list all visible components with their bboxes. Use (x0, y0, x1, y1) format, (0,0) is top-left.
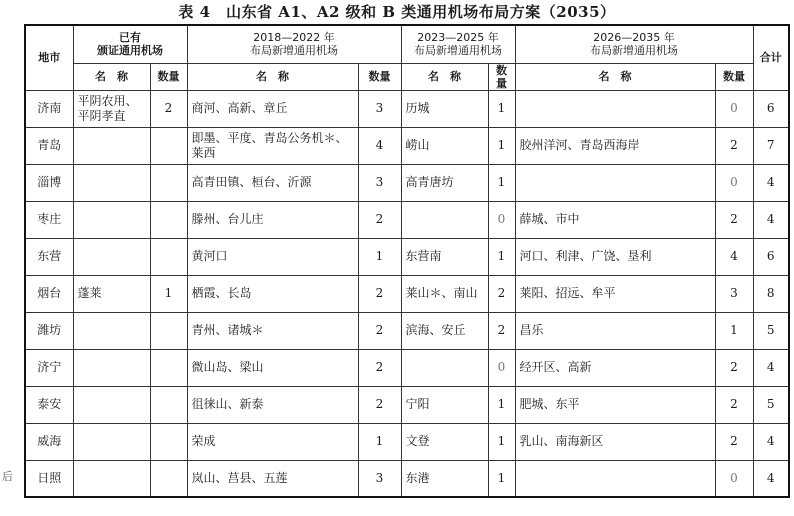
p2-qty-cell: 1 (488, 90, 515, 127)
header-total: 合计 (753, 25, 789, 90)
existing-name-cell (73, 312, 150, 349)
p3-name-cell (515, 90, 715, 127)
existing-name-cell (73, 201, 150, 238)
p1-qty-cell: 2 (358, 386, 401, 423)
header-period-2 (401, 25, 515, 63)
existing-qty-cell (150, 460, 187, 497)
table-row (25, 201, 789, 238)
p1-name-cell: 徂徕山、新泰 (187, 386, 358, 423)
header-period-2-years: 2023—2025 年 (417, 31, 499, 45)
p1-qty-cell: 3 (358, 164, 401, 201)
row-total: 5 (753, 312, 789, 349)
row-city: 烟台 (25, 275, 73, 312)
p3-name-cell: 莱阳、招远、牟平 (515, 275, 715, 312)
row-city: 青岛 (25, 127, 73, 164)
row-total: 4 (753, 201, 789, 238)
p1-name-cell: 岚山、莒县、五莲 (187, 460, 358, 497)
existing-qty-cell (150, 238, 187, 275)
row-total: 4 (753, 423, 789, 460)
p3-qty-cell: 2 (715, 349, 753, 386)
row-city: 日照 (25, 460, 73, 497)
row-total: 6 (753, 238, 789, 275)
header-p3-name: 名 称 (515, 63, 715, 90)
table-row (25, 423, 789, 460)
margin-mark: 后 (2, 470, 13, 483)
p1-qty-cell: 2 (358, 349, 401, 386)
header-existing-name: 名 称 (73, 63, 150, 90)
p2-qty-cell: 1 (488, 460, 515, 497)
p2-name-cell (401, 201, 488, 238)
existing-name-cell (73, 349, 150, 386)
existing-qty-cell: 2 (150, 90, 187, 127)
row-city: 淄博 (25, 164, 73, 201)
header-p2-name: 名 称 (401, 63, 488, 90)
header-existing-qty: 数量 (150, 63, 187, 90)
p2-qty-cell: 1 (488, 127, 515, 164)
p3-name-cell: 河口、利津、广饶、垦利 (515, 238, 715, 275)
p1-qty-cell: 1 (358, 238, 401, 275)
p2-name-cell: 东港 (401, 460, 488, 497)
existing-qty-cell (150, 312, 187, 349)
row-city: 枣庄 (25, 201, 73, 238)
p3-qty-cell: 0 (715, 90, 753, 127)
p2-qty-cell: 2 (488, 312, 515, 349)
p3-qty-cell: 0 (715, 164, 753, 201)
p1-name-cell: 黄河口 (187, 238, 358, 275)
p2-qty-cell: 2 (488, 275, 515, 312)
header-p3-qty: 数量 (715, 63, 753, 90)
p2-name-cell: 宁阳 (401, 386, 488, 423)
p3-name-cell: 肥城、东平 (515, 386, 715, 423)
row-total: 7 (753, 127, 789, 164)
existing-name-cell: 蓬莱 (73, 275, 150, 312)
p1-qty-cell: 4 (358, 127, 401, 164)
header-existing-line1: 已有 (119, 31, 141, 45)
header-existing-line2: 颁证通用机场 (97, 44, 163, 58)
airport-layout-table (24, 24, 790, 498)
header-period-3 (515, 25, 753, 63)
p2-name-cell (401, 349, 488, 386)
row-city: 泰安 (25, 386, 73, 423)
header-row-1 (25, 25, 789, 63)
p3-qty-cell: 0 (715, 460, 753, 497)
p1-qty-cell: 1 (358, 423, 401, 460)
table-row (25, 238, 789, 275)
table-row (25, 386, 789, 423)
p1-qty-cell: 3 (358, 90, 401, 127)
p2-name-cell: 东营南 (401, 238, 488, 275)
existing-name-cell (73, 460, 150, 497)
table-row (25, 349, 789, 386)
row-city: 济南 (25, 90, 73, 127)
p1-name-cell: 荣成 (187, 423, 358, 460)
p3-qty-cell: 2 (715, 386, 753, 423)
p3-name-cell (515, 460, 715, 497)
p2-name-cell: 历城 (401, 90, 488, 127)
table-row (25, 127, 789, 164)
table-row (25, 275, 789, 312)
p1-qty-cell: 3 (358, 460, 401, 497)
table-row (25, 312, 789, 349)
p1-qty-cell: 2 (358, 312, 401, 349)
p3-qty-cell: 1 (715, 312, 753, 349)
existing-name-cell (73, 386, 150, 423)
p3-name-cell: 昌乐 (515, 312, 715, 349)
header-period-2-sub: 布局新增通用机场 (414, 44, 502, 58)
p3-name-cell: 经开区、高新 (515, 349, 715, 386)
p3-name-cell: 胶州洋河、青岛西海岸 (515, 127, 715, 164)
header-existing (73, 25, 187, 63)
row-total: 6 (753, 90, 789, 127)
p1-qty-cell: 2 (358, 275, 401, 312)
existing-name-cell (73, 127, 150, 164)
table-row (25, 460, 789, 497)
header-period-1-years: 2018—2022 年 (253, 31, 335, 45)
existing-qty-cell (150, 201, 187, 238)
existing-name-cell (73, 238, 150, 275)
header-p1-qty: 数量 (358, 63, 401, 90)
p2-qty-cell: 1 (488, 386, 515, 423)
p3-name-cell: 薛城、市中 (515, 201, 715, 238)
header-period-1-sub: 布局新增通用机场 (250, 44, 338, 58)
existing-qty-cell (150, 423, 187, 460)
p1-name-cell: 滕州、台儿庄 (187, 201, 358, 238)
table-row (25, 164, 789, 201)
p1-name-cell: 微山岛、梁山 (187, 349, 358, 386)
p2-qty-cell: 1 (488, 238, 515, 275)
header-period-1 (187, 25, 401, 63)
p2-name-cell: 滨海、安丘 (401, 312, 488, 349)
p2-name-cell: 崂山 (401, 127, 488, 164)
table-title: 表 4 山东省 A1、A2 级和 B 类通用机场布局方案（2035） (178, 3, 616, 21)
p3-name-cell (515, 164, 715, 201)
existing-qty-cell (150, 386, 187, 423)
row-city: 威海 (25, 423, 73, 460)
p3-qty-cell: 3 (715, 275, 753, 312)
existing-qty-cell (150, 349, 187, 386)
table-body (25, 90, 789, 497)
p1-name-cell: 即墨、平度、青岛公务机＊、莱西 (187, 127, 358, 164)
p3-qty-cell: 2 (715, 201, 753, 238)
row-total: 4 (753, 349, 789, 386)
existing-name-cell (73, 164, 150, 201)
p1-name-cell: 青州、诸城＊ (187, 312, 358, 349)
p2-name-cell: 高青唐坊 (401, 164, 488, 201)
p1-qty-cell: 2 (358, 201, 401, 238)
p2-name-cell: 莱山＊、南山 (401, 275, 488, 312)
row-city: 东营 (25, 238, 73, 275)
p2-qty-cell: 0 (488, 349, 515, 386)
header-p2-qty: 数量 (488, 63, 515, 90)
row-city: 潍坊 (25, 312, 73, 349)
header-period-3-sub: 布局新增通用机场 (590, 44, 678, 58)
p1-name-cell: 高青田镇、桓台、沂源 (187, 164, 358, 201)
row-total: 8 (753, 275, 789, 312)
p3-qty-cell: 2 (715, 423, 753, 460)
existing-name-cell: 平阴农用、平阴孝直 (73, 90, 150, 127)
existing-qty-cell: 1 (150, 275, 187, 312)
header-p1-name: 名 称 (187, 63, 358, 90)
p2-name-cell: 文登 (401, 423, 488, 460)
p3-qty-cell: 4 (715, 238, 753, 275)
row-total: 4 (753, 164, 789, 201)
p3-qty-cell: 2 (715, 127, 753, 164)
existing-name-cell (73, 423, 150, 460)
row-city: 济宁 (25, 349, 73, 386)
header-city: 地市 (25, 25, 73, 90)
header-period-3-years: 2026—2035 年 (593, 31, 675, 45)
p1-name-cell: 栖霞、长岛 (187, 275, 358, 312)
row-total: 4 (753, 460, 789, 497)
p1-name-cell: 商河、高新、章丘 (187, 90, 358, 127)
existing-qty-cell (150, 164, 187, 201)
header-row-2 (25, 63, 789, 90)
p2-qty-cell: 1 (488, 423, 515, 460)
existing-qty-cell (150, 127, 187, 164)
row-total: 5 (753, 386, 789, 423)
table-row (25, 90, 789, 127)
p2-qty-cell: 0 (488, 201, 515, 238)
p2-qty-cell: 1 (488, 164, 515, 201)
p3-name-cell: 乳山、南海新区 (515, 423, 715, 460)
